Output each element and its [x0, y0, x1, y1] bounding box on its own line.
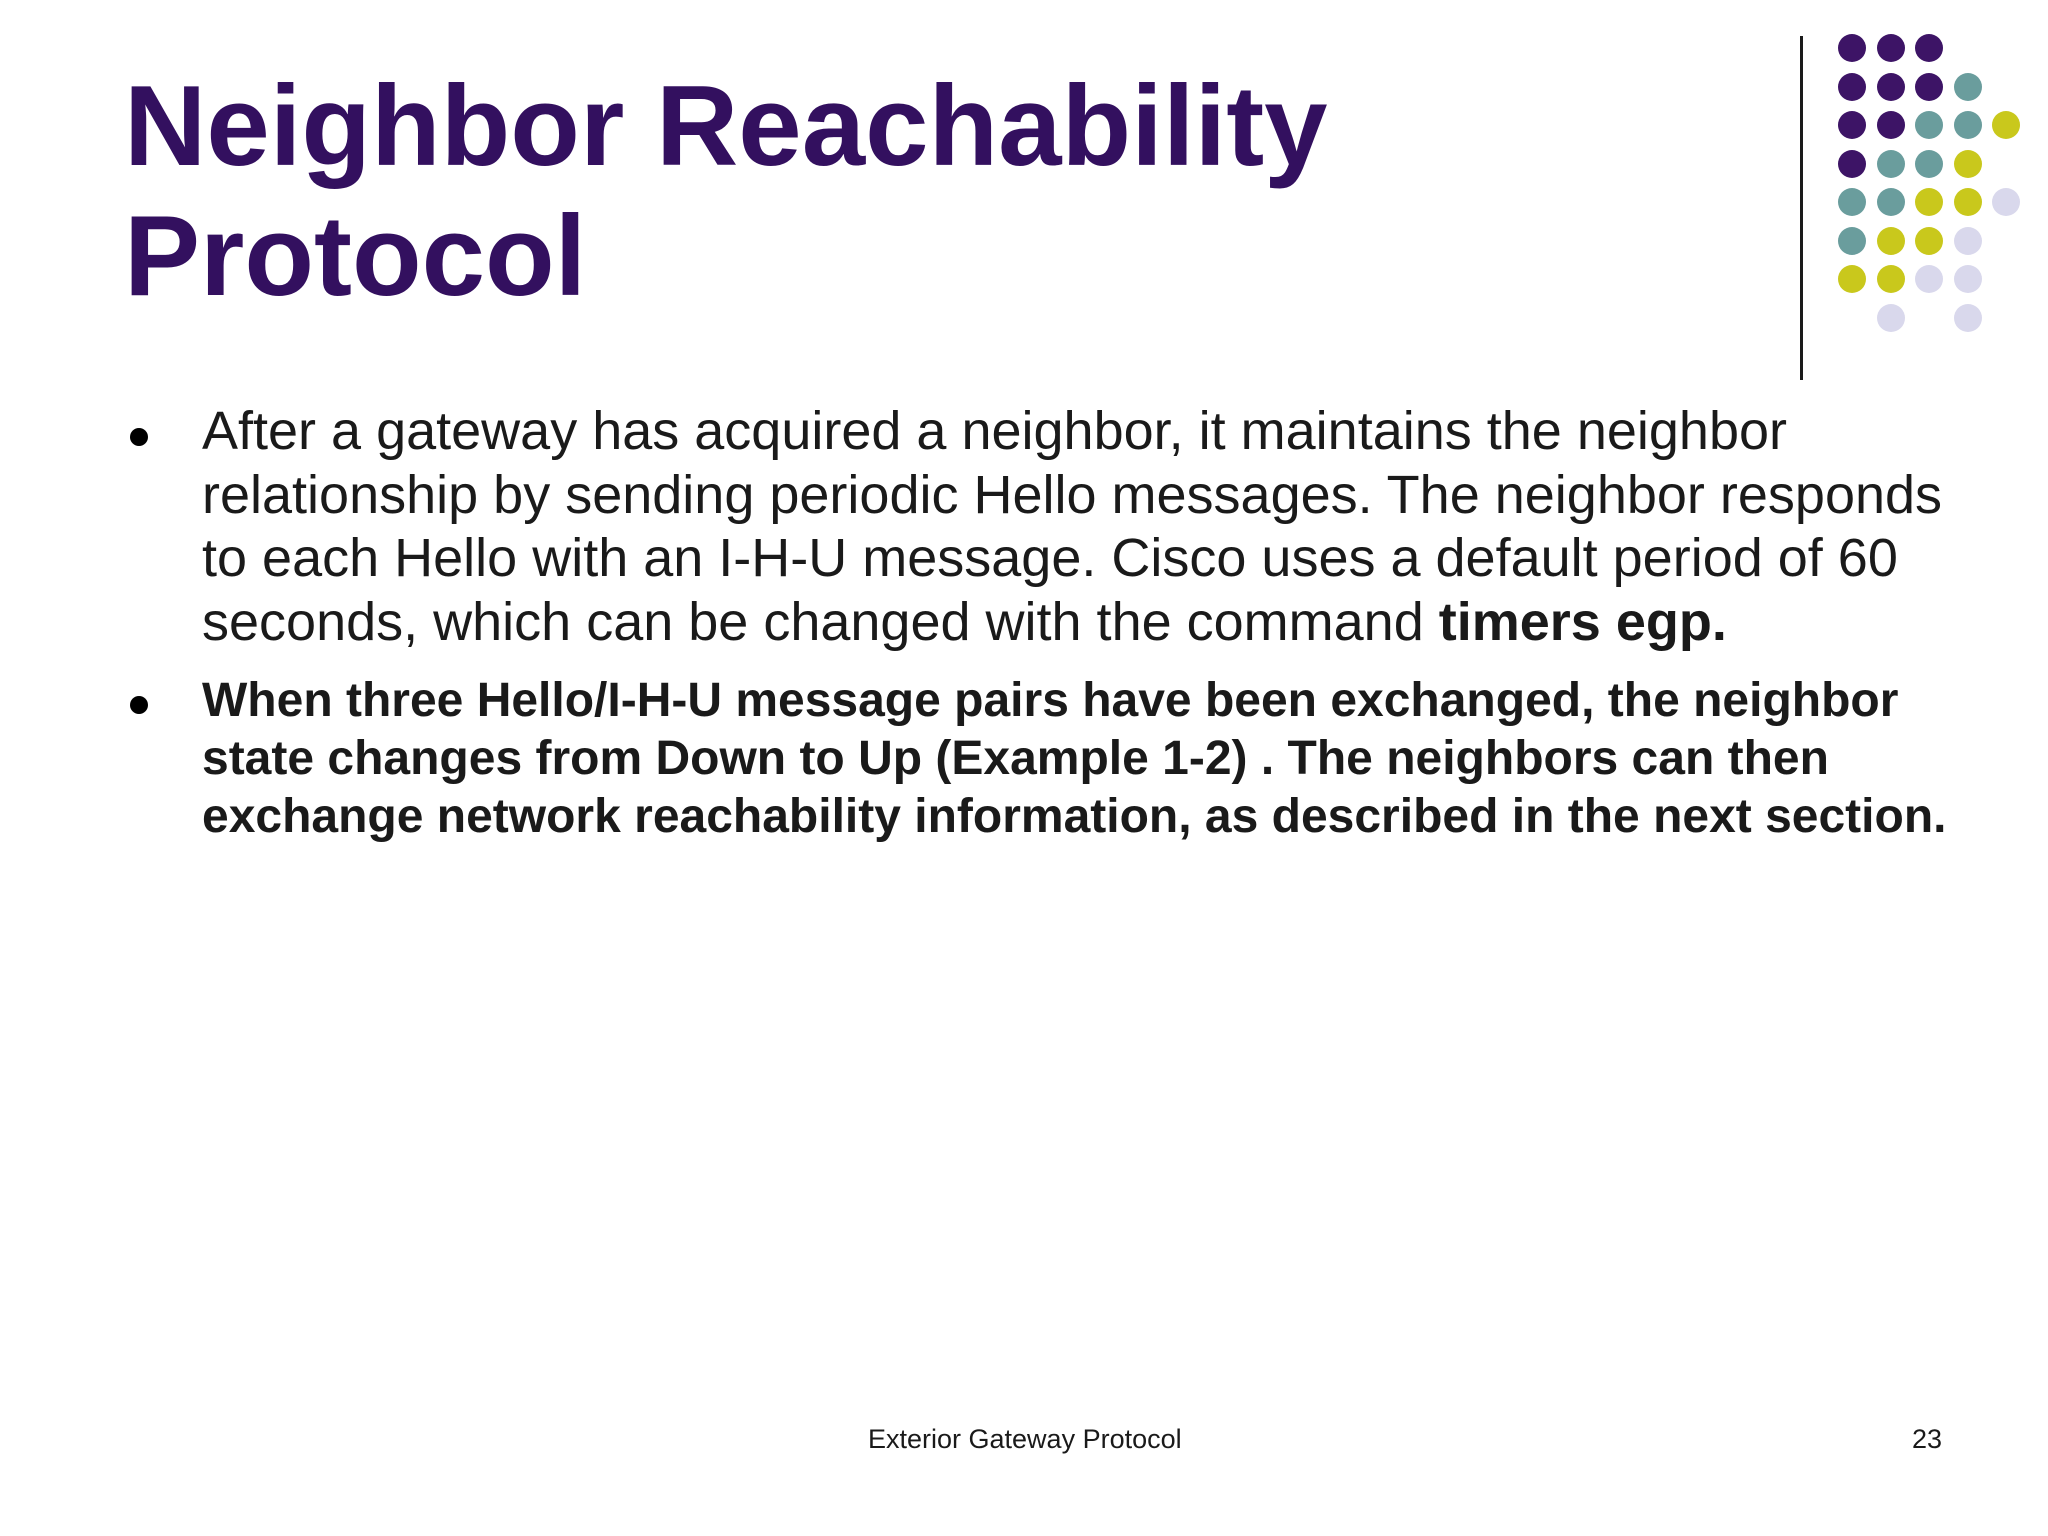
decorative-dot — [1877, 188, 1905, 216]
decorative-dot — [1954, 304, 1982, 332]
decorative-dot — [1877, 265, 1905, 293]
page-number: 23 — [1912, 1424, 1943, 1454]
decorative-dot — [1915, 188, 1943, 216]
bullet-text-1-body: After a gateway has acquired a neighbor, it maintains the neighbor relationship by sending periodic Hello messages. The neighbor responds to each Hello with an I-H-U message. Cisco uses a default period of 60 seconds, which can be changed with the command — [202, 401, 1943, 652]
decorative-dot — [1877, 227, 1905, 255]
bullet-text-2: When three Hello/I-H-U message pairs have been exchanged, the neighbor state changes from Down to Up (Example 1-2) . The neighbors can then exchange network reachability information, as described in the next section. — [202, 674, 1947, 843]
slide-title-line-1: Neighbor Reachability — [124, 63, 1328, 190]
decorative-dot — [1954, 265, 1982, 293]
decorative-dot — [1954, 150, 1982, 178]
bullet-dot-icon — [130, 696, 148, 714]
bullet-list — [124, 400, 1984, 846]
footer-text: Exterior Gateway Protocol — [868, 1424, 1182, 1454]
decorative-divider-line — [1800, 36, 1803, 380]
decorative-dot — [1877, 150, 1905, 178]
bullet-item-1 — [124, 400, 1984, 654]
decorative-dot — [1954, 227, 1982, 255]
bullet-dot-icon — [130, 428, 148, 446]
bullet-text-1-command: timers egp. — [1438, 591, 1727, 652]
decorative-dot — [1877, 73, 1905, 101]
decorative-dot — [1915, 34, 1943, 62]
decorative-dot — [1915, 150, 1943, 178]
decorative-dot — [1992, 111, 2020, 139]
decorative-dot — [1838, 34, 1866, 62]
decorative-dot — [1838, 150, 1866, 178]
bullet-item-2 — [124, 672, 1984, 846]
decorative-dot — [1838, 227, 1866, 255]
decorative-dot — [1838, 73, 1866, 101]
decorative-dot — [1954, 111, 1982, 139]
bullet-text-1 — [202, 400, 1984, 654]
decorative-dot — [1838, 188, 1866, 216]
decorative-dot — [1954, 188, 1982, 216]
decorative-dot — [1915, 227, 1943, 255]
decorative-dot — [1915, 111, 1943, 139]
decorative-dot — [1992, 188, 2020, 216]
decorative-dot — [1877, 111, 1905, 139]
slide-title-line-2: Protocol — [124, 193, 587, 320]
decorative-dot — [1915, 73, 1943, 101]
decorative-dot — [1954, 73, 1982, 101]
decorative-dot — [1838, 265, 1866, 293]
slide-title — [124, 62, 1724, 322]
decorative-dot — [1877, 34, 1905, 62]
decorative-dot — [1915, 265, 1943, 293]
decorative-dot — [1838, 111, 1866, 139]
decorative-dot — [1877, 304, 1905, 332]
